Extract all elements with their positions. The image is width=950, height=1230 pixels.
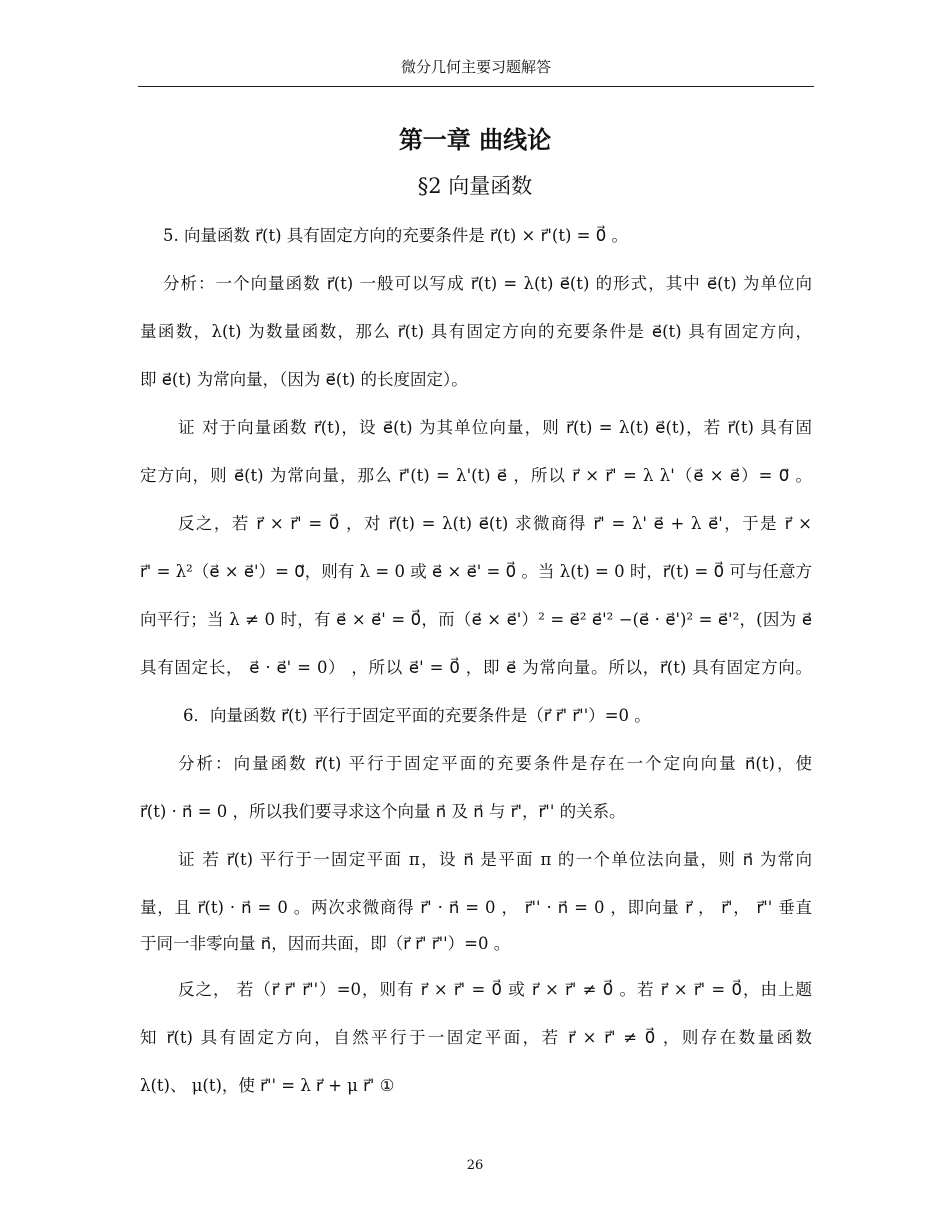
analysis-5-line-1: 分析：一个向量函数 r⃗(t) 一般可以写成 r⃗(t) = λ(t) e⃗(t) 的形式，其中 e⃗(t) 为单位向 [163,274,812,293]
converse-6-line-2: 知 r⃗(t) 具有固定方向，自然平行于一固定平面，若 r⃗ × r⃗' ≠ 0⃗ ，则存在数量函数 [140,1028,812,1047]
converse-5-line-4: 具有固定长， e⃗ · e⃗' = 0） ，所以 e⃗' = 0⃗ ，即 e⃗ 为常向量。所以，r⃗(t) 具有固定方向。 [140,658,812,677]
converse-6-line-3: λ(t)、 μ(t)，使 r⃗'' = λ r⃗ + μ r⃗' ① [140,1076,395,1095]
analysis-6-line-1: 分析：向量函数 r⃗(t) 平行于固定平面的充要条件是存在一个定向向量 n⃗(t)，使 [178,754,812,773]
problem-6-statement: 6．向量函数 r⃗(t) 平行于固定平面的充要条件是（r⃗ r⃗' r⃗''）=0 。 [183,706,651,725]
running-header: 微分几何主要习题解答 [400,58,551,76]
converse-5-line-3: 向平行；当 λ ≠ 0 时，有 e⃗ × e⃗' = 0⃗，而（e⃗ × e⃗'）² = e⃗² e⃗'² −(e⃗ · e⃗')² = e⃗'²，(因为 e⃗ [140,610,812,629]
page-number: 26 [466,1158,484,1173]
proof-5-line-1: 证 对于向量函数 r⃗(t)，设 e⃗(t) 为其单位向量，则 r⃗(t) = λ(t) e⃗(t)，若 r⃗(t) 具有固 [178,418,812,437]
problem-5-statement: 5. 向量函数 r⃗(t) 具有固定方向的充要条件是 r⃗(t) × r⃗'(t) = 0⃗ 。 [163,226,628,245]
analysis-5-line-2: 量函数，λ(t) 为数量函数，那么 r⃗(t) 具有固定方向的充要条件是 e⃗(t) 具有固定方向， [140,322,812,341]
converse-5-line-2: r⃗' = λ²（e⃗ × e⃗'）= 0⃗，则有 λ = 0 或 e⃗ × e⃗' = 0⃗ 。当 λ(t) = 0 时，r⃗(t) = 0⃗ 可与任意方 [140,562,812,581]
chapter-title: 第一章 曲线论 [398,126,552,154]
proof-6-line-2: 量，且 r⃗(t) · n⃗ = 0 。两次求微商得 r⃗' · n⃗ = 0 ， r⃗'' · n⃗ = 0 ，即向量 r⃗ ， r⃗'， r⃗'' 垂直 [140,898,812,917]
analysis-5-line-3: 即 e⃗(t) 为常向量，（因为 e⃗(t) 的长度固定）。 [140,370,468,389]
section-title: §2 向量函数 [417,174,533,198]
proof-5-line-2: 定方向，则 e⃗(t) 为常向量，那么 r⃗'(t) = λ'(t) e⃗ ，所以 r⃗ × r⃗' = λ λ'（e⃗ × e⃗）= 0⃗ 。 [140,466,812,485]
converse-5-line-1: 反之，若 r⃗ × r⃗' = 0⃗ ，对 r⃗(t) = λ(t) e⃗(t) 求微商得 r⃗' = λ' e⃗ + λ e⃗'，于是 r⃗ × [178,514,812,533]
converse-6-line-1: 反之， 若（r⃗ r⃗' r⃗''）=0，则有 r⃗ × r⃗' = 0⃗ 或 r⃗ × r⃗' ≠ 0⃗ 。若 r⃗ × r⃗' = 0⃗，由上题 [178,980,812,999]
proof-6-line-1: 证 若 r⃗(t) 平行于一固定平面 π，设 n⃗ 是平面 π 的一个单位法向量，则 n⃗ 为常向 [178,850,812,869]
header-rule [138,86,814,87]
proof-6-line-3: 于同一非零向量 n⃗，因而共面，即（r⃗ r⃗' r⃗''）=0 。 [140,934,511,953]
analysis-6-line-2: r⃗(t) · n⃗ = 0 ，所以我们要寻求这个向量 n⃗ 及 n⃗ 与 r⃗'，r⃗'' 的关系。 [140,802,626,821]
